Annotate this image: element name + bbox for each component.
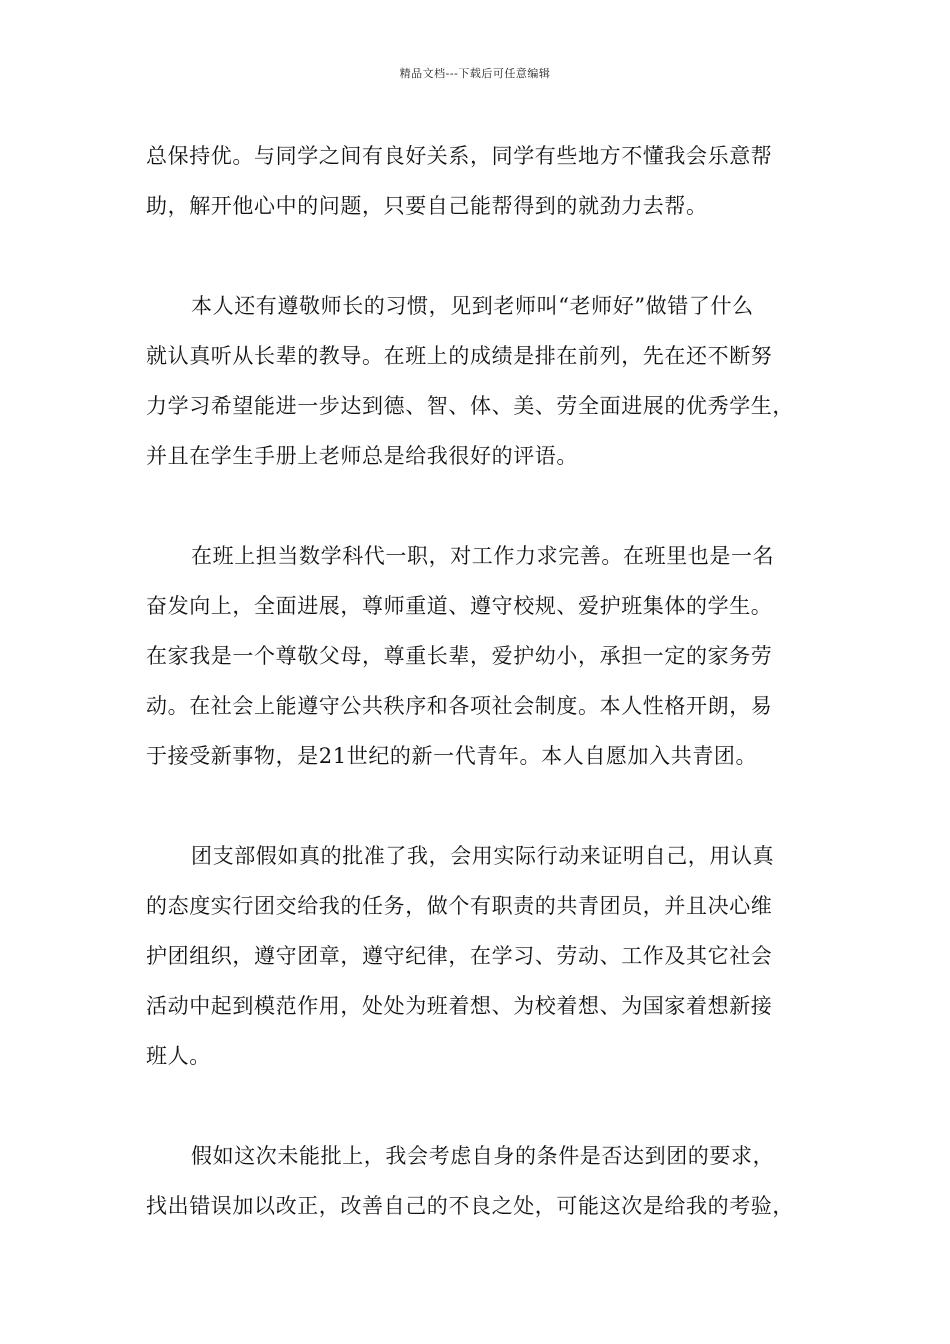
text-line: 的态度实行团交给我的任务，做个有职责的共青团员，并且决心维 — [146, 894, 773, 918]
page-header: 精品文档---下载后可任意编辑 — [399, 67, 551, 80]
text-line: 动。在社会上能遵守公共秩序和各项社会制度。本人性格开朗，易 — [146, 694, 773, 718]
text-line: 在家我是一个尊敬父母，尊重长辈，爱护幼小，承担一定的家务劳 — [146, 644, 773, 668]
text-line: 并且在学生手册上老师总是给我很好的评语。 — [146, 444, 578, 468]
paragraph — [146, 831, 810, 1081]
text-line: 就认真听从长辈的教导。在班上的成绩是排在前列，先在还不断努 — [146, 344, 773, 368]
text-line: 团支部假如真的批准了我，会用实际行动来证明自己，用认真 — [191, 844, 775, 868]
text-line: 总保持优。与同学之间有良好关系，同学有些地方不懂我会乐意帮 — [146, 144, 773, 168]
paragraph-gap — [146, 231, 810, 281]
paragraph — [146, 531, 810, 781]
document-body — [146, 131, 810, 1231]
text-line: 班人。 — [146, 1044, 211, 1068]
paragraph — [146, 131, 810, 231]
text-line: 本人还有遵敬师长的习惯，见到老师叫“老师好”做错了什么 — [191, 294, 754, 318]
text-line: 假如这次未能批上，我会考虑自身的条件是否达到团的要求， — [191, 1144, 775, 1168]
text-line: 在班上担当数学科代一职，对工作力求完善。在班里也是一名 — [191, 544, 775, 568]
text-line: 力学习希望能进一步达到德、智、体、美、劳全面进展的优秀学生， — [146, 394, 794, 418]
paragraph — [146, 1131, 810, 1231]
paragraph-gap — [146, 481, 810, 531]
text-line: 于接受新事物，是21世纪的新一代青年。本人自愿加入共青团。 — [146, 744, 758, 768]
text-line: 护团组织，遵守团章，遵守纪律，在学习、劳动、工作及其它社会 — [146, 944, 773, 968]
paragraph — [146, 281, 810, 481]
text-line: 助，解开他心中的问题，只要自己能帮得到的就劲力去帮。 — [146, 194, 708, 218]
text-line: 奋发向上，全面进展，尊师重道、遵守校规、爱护班集体的学生。 — [146, 594, 773, 618]
paragraph-gap — [146, 1081, 810, 1131]
text-line: 找出错误加以改正，改善自己的不良之处，可能这次是给我的考验， — [146, 1194, 794, 1218]
text-line: 活动中起到模范作用，处处为班着想、为校着想、为国家着想新接 — [146, 994, 773, 1018]
paragraph-gap — [146, 781, 810, 831]
